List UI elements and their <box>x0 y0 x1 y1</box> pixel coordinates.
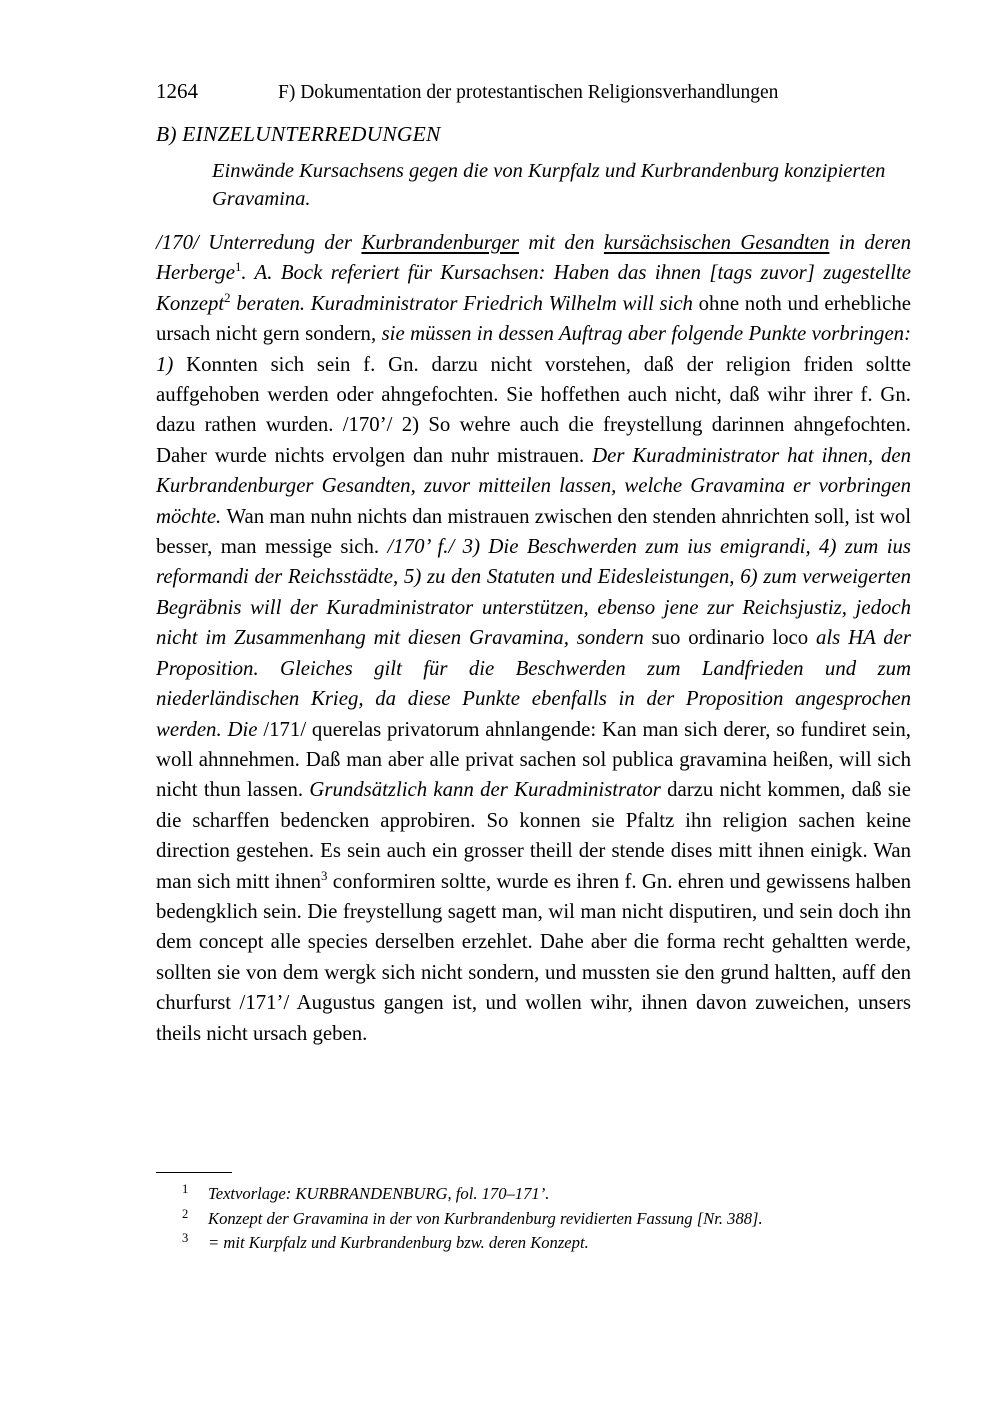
footnote-number: 3 <box>182 1231 189 1246</box>
roman-run: /171/ querelas privatorum ahnlangende: Kan man sich derer, so fundiret sein, woll ahnnehmen. Daß man aber alle privat sachen sol publica gravamina heißen, will sich nicht thun lassen. <box>156 717 911 802</box>
italic-run: mit den <box>518 231 604 254</box>
roman-run: suo ordinario loco <box>651 626 816 650</box>
footnote-text: Textvorlage: KURBRANDENBURG, fol. 170–171’. <box>208 1184 550 1203</box>
italic-run: sie müssen in dessen Auftrag aber folgende Punkte vorbringen: 1) <box>156 322 911 376</box>
running-head <box>156 78 856 104</box>
footnote-text: Konzept der Gravamina in der von Kurbrandenburg revidierten Fassung [Nr. 388]. <box>208 1208 763 1228</box>
footnote-number: 2 <box>182 1206 189 1221</box>
section-regest: Einwände Kursachsens gegen die von Kurpfalz und Kurbrandenburg konzipierten Gravamina. <box>212 160 886 210</box>
roman-run: ohne noth und erhebliche ursach nicht gern sondern, <box>156 291 911 346</box>
underlined-name: kursächsischen Gesandten <box>603 231 830 254</box>
footnote <box>156 1231 911 1256</box>
running-head-title: F) Dokumentation der protestantischen Religionsverhandlungen <box>278 82 779 103</box>
body-paragraph <box>156 228 911 1049</box>
italic-run: in deren Herberge <box>156 231 911 285</box>
page-number: 1264 <box>156 79 198 103</box>
footnote-number: 1 <box>182 1182 189 1196</box>
footnote-marker: 3 <box>321 868 328 883</box>
italic-run: Grundsätzlich kann der Kuradministrator <box>309 778 668 802</box>
roman-run: Konnten sich sein f. Gn. darzu nicht vorstehen, daß der religion friden soltte auffgehoben werden oder ahngefochten. Sie hoffethen auch nicht, daß wihr ihrer f. Gn. dazu rathen wurden. /170’/ 2) So wehre auch die freystellung darinnen ahngefochten. Daher wurde nichts ervolgen dan nuhr mistrauen. <box>156 352 911 467</box>
italic-run: Der Kuradministrator hat ihnen, den Kurbrandenburger Gesandten, zuvor mitteilen lassen, welche Gravamina er vorbringen möchte. <box>156 443 911 528</box>
footnote <box>156 1182 911 1207</box>
underlined-name: Kurbrandenburger <box>361 231 519 254</box>
section-heading: B) EINZELUNTERREDUNGEN <box>156 122 441 146</box>
roman-run: conformiren soltte, wurde es ihren f. Gn. ehren und gewissens halben bedengklich sein. Die freystellung sagett man, wil man nicht disputiren, und sein doch ihn dem concept alle species derselben erzehlet. Dahe aber die forma recht gehaltten werde, sollten sie von dem wergk sich nicht sondern, und mussten sie den grund haltten, auff den churfurst /171’/ Augustus gangen ist, und wollen wihr, ihnen davon zuweichen, unsers theils nicht ursach geben. <box>156 869 911 1045</box>
italic-run: . A. Bock referiert für Kursachsen: Haben das ihnen [tags zuvor] zugestellte Konzept <box>156 261 911 315</box>
italic-run: /170/ Unterredung der <box>156 231 362 254</box>
footnote-marker: 2 <box>224 290 231 305</box>
footnote-separator <box>156 1172 232 1173</box>
footnote-text: = mit Kurpfalz und Kurbrandenburg bzw. deren Konzept. <box>208 1233 589 1253</box>
roman-run: Wan man nuhn nichts dan mistrauen zwischen den stenden ahnrichten soll, ist wol besser, man messige sich. <box>156 504 911 559</box>
footnote <box>156 1207 911 1232</box>
footnote-list <box>156 1182 911 1256</box>
italic-run: beraten. Kuradministrator Friedrich Wilhelm will sich <box>230 291 699 315</box>
italic-run: /170’ f./ 3) Die Beschwerden zum ius emigrandi, 4) zum ius reformandi der Reichsstädte, 5) zu den Statuten und Eidesleistungen, 6) zum verweigerten Begräbnis will der Kuradministrator unterstützen, ebenso jene zur Reichsjustiz, jedoch nicht im Zusammenhang mit diesen Gravamina, sondern <box>156 535 911 650</box>
roman-run: darzu nicht kommen, daß sie die scharffen bedencken approbiren. So konnen sie Pfaltz ihn religion sachen keine direction gestehen. Es sein auch ein grosser theill der stende dises mitt ihnen einigk. Wan man sich mitt ihnen <box>156 778 911 893</box>
italic-run: als HA der Proposition. Gleiches gilt für die Beschwerden zum Landfrieden und zum niederländischen Krieg, da diese Punkte ebenfalls in der Proposition angesprochen werden. Die <box>156 626 911 741</box>
footnote-marker: 1 <box>234 260 242 275</box>
